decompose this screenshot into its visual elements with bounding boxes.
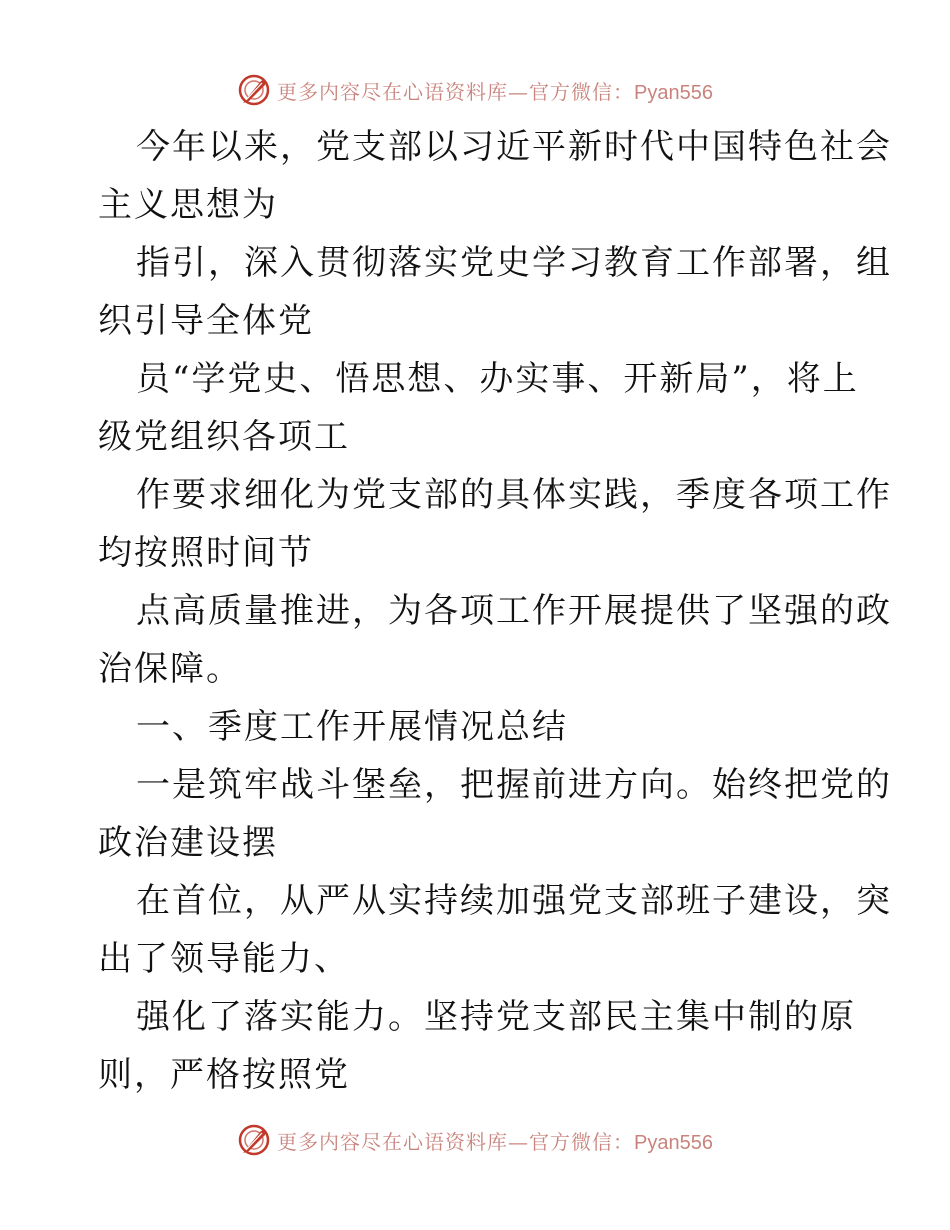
watermark-account: Pyan556	[634, 81, 713, 104]
quill-logo-icon	[237, 73, 271, 107]
text-line: 在首位，从严从实持续加强党支部班子建设，突	[136, 881, 892, 921]
text-line: 强化了落实能力。坚持党支部民主集中制的原	[136, 997, 856, 1037]
text-line: 作要求细化为党支部的具体实践，季度各项工作	[136, 475, 892, 515]
document-body	[98, 118, 892, 1104]
text-line: 员“学党史、悟思想、办实事、开新局”，将上	[136, 359, 859, 399]
text-line: 今年以来，党支部以习近平新时代中国特色社会	[136, 127, 892, 167]
text-line: 则，严格按照党	[98, 1055, 350, 1095]
text-line: 均按照时间节	[98, 533, 314, 573]
watermark-account: Pyan556	[634, 1131, 713, 1154]
text-line: 指引，深入贯彻落实党史学习教育工作部署，组	[136, 243, 892, 283]
header-watermark	[0, 70, 950, 110]
text-line: 一是筑牢战斗堡垒，把握前进方向。始终把党的	[136, 765, 892, 805]
text-line: 政治建设摆	[98, 823, 278, 863]
section-heading: 一、季度工作开展情况总结	[136, 707, 568, 747]
text-line: 出了领导能力、	[98, 939, 350, 979]
watermark-text: 更多内容尽在心语资料库—官方微信：Pyan556	[277, 1129, 713, 1154]
watermark-text: 更多内容尽在心语资料库—官方微信：Pyan556	[277, 79, 713, 104]
text-line: 织引导全体党	[98, 301, 314, 341]
text-line: 主义思想为	[98, 185, 278, 225]
quill-logo-icon	[237, 1123, 271, 1157]
text-line: 点高质量推进，为各项工作开展提供了坚强的政	[136, 591, 892, 631]
footer-watermark	[0, 1120, 950, 1160]
text-line: 治保障。	[98, 649, 242, 689]
text-line: 级党组织各项工	[98, 417, 350, 457]
